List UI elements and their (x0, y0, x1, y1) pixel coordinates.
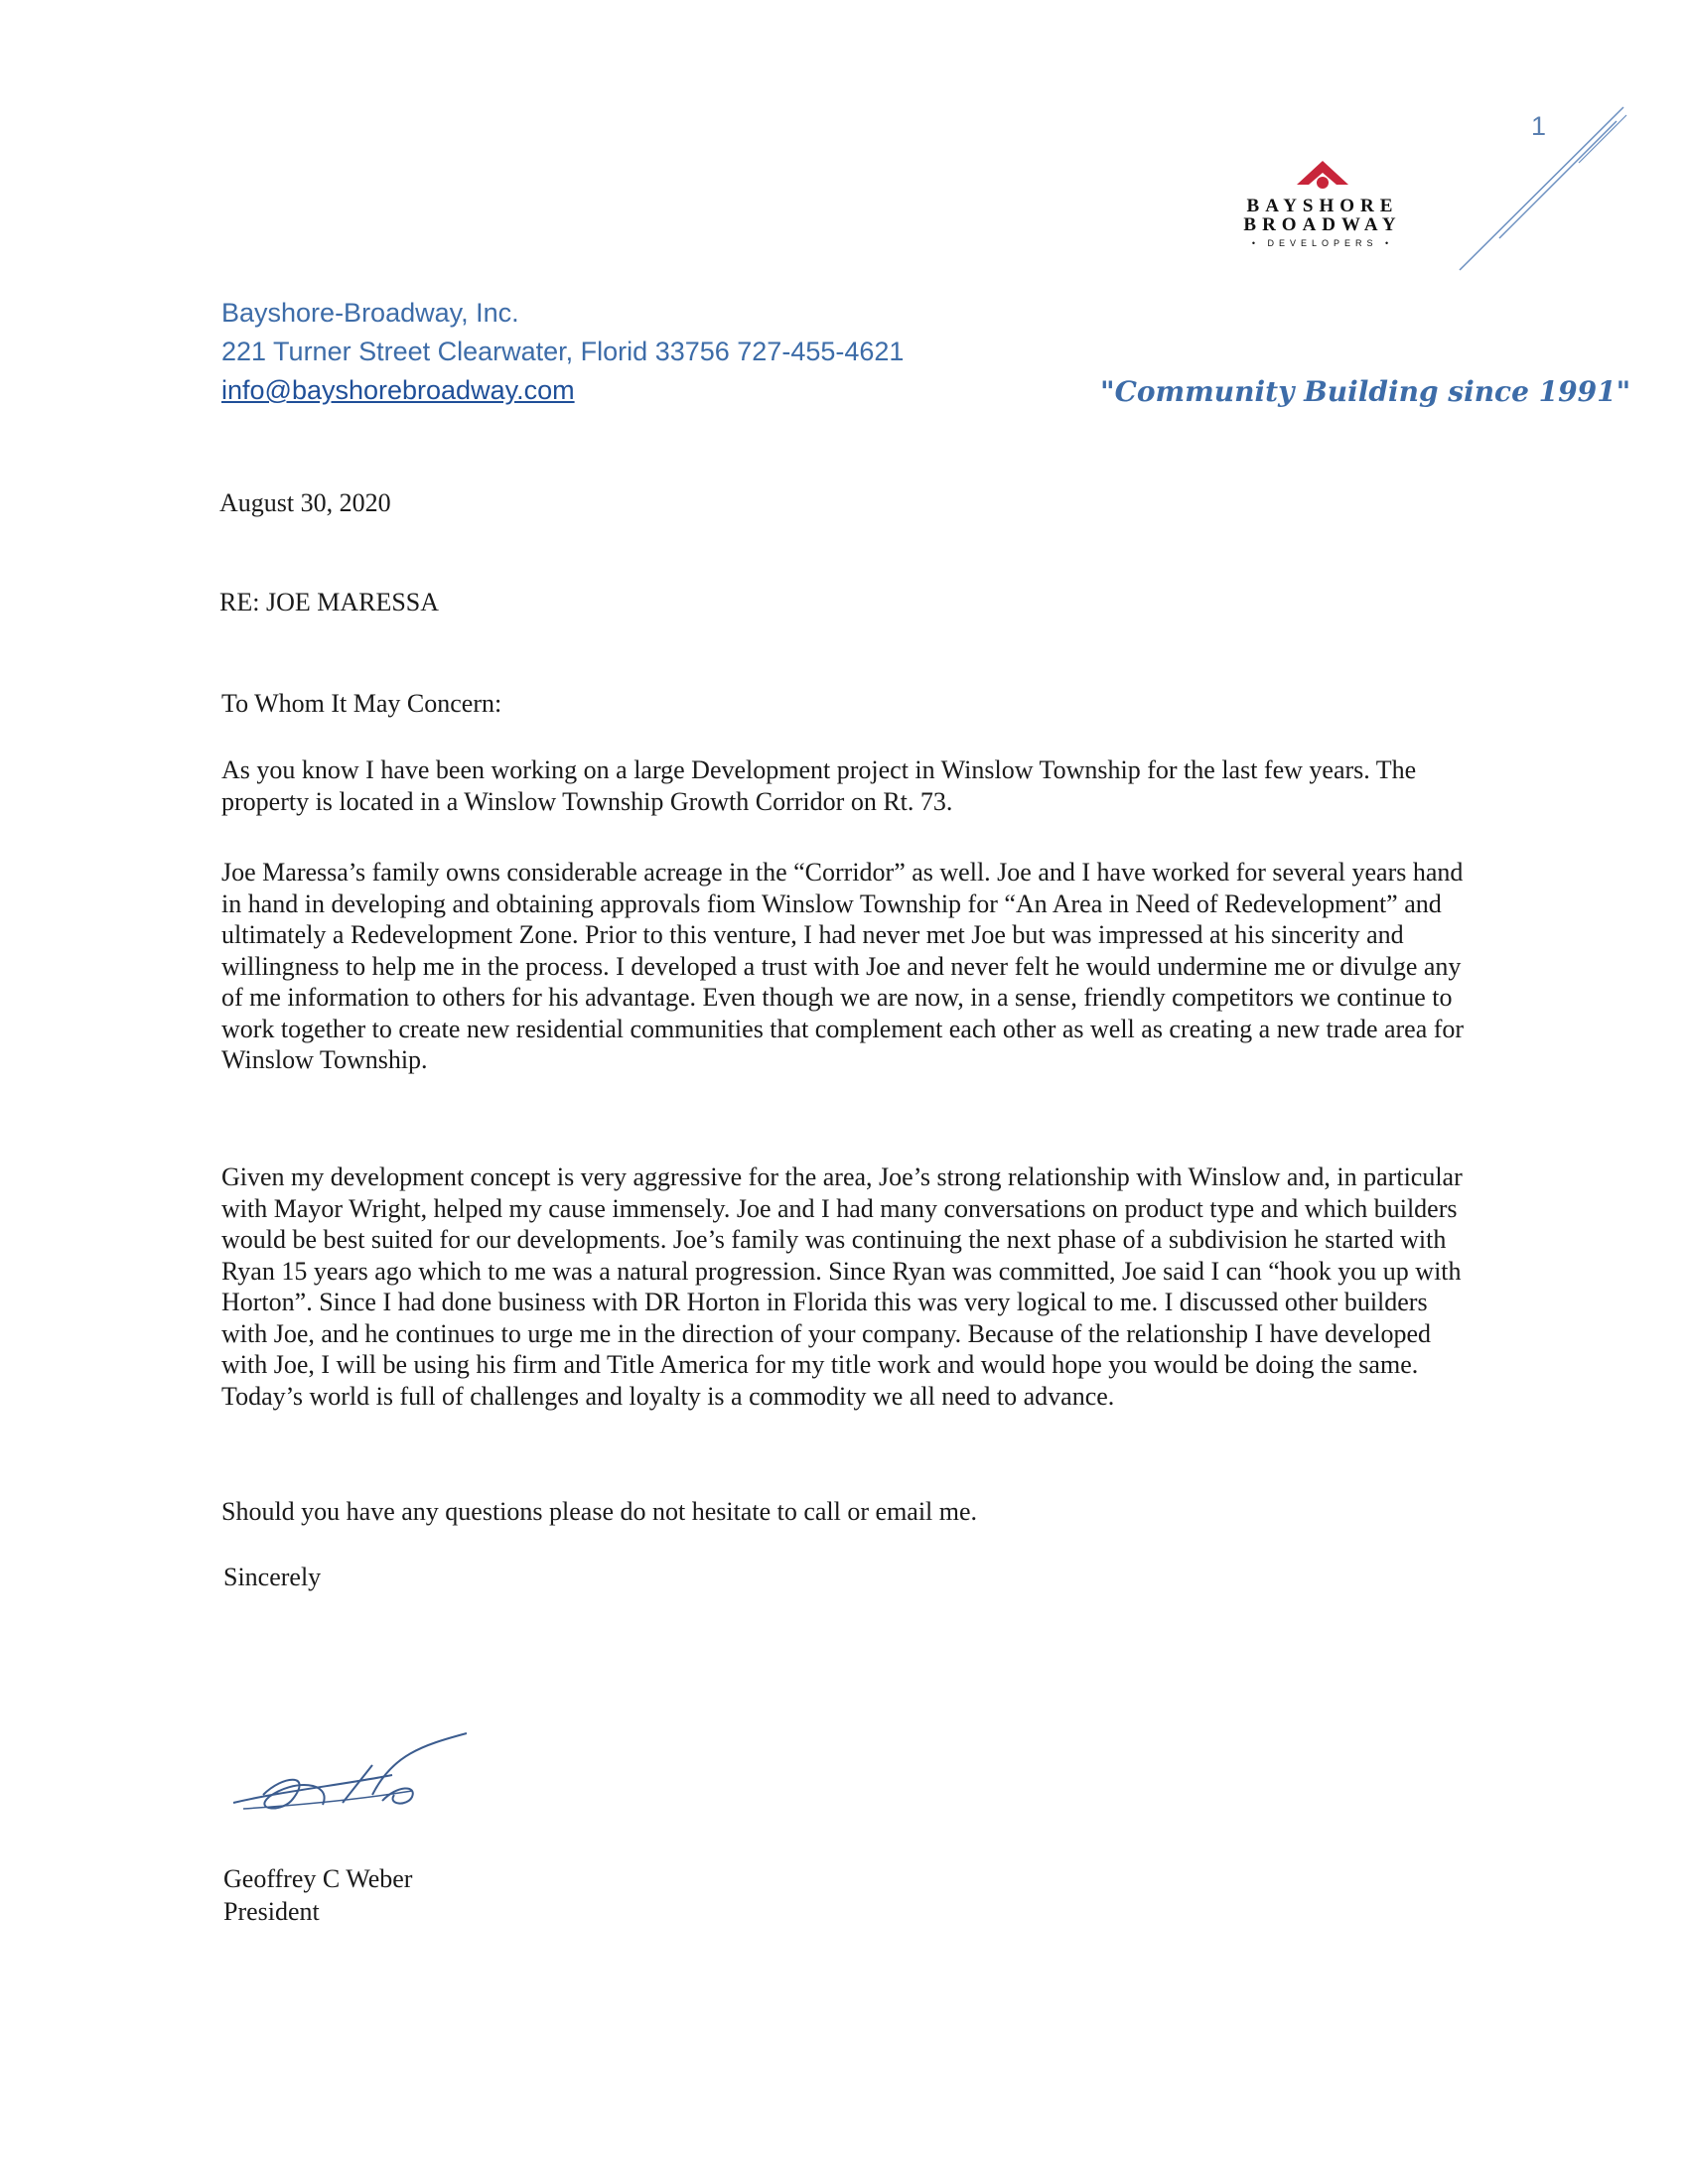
letter-paragraph: Joe Maressa’s family owns considerable acreage in the “Corridor” as well. Joe and I have worked for several years hand in hand in developing and obtaining approvals fiom Winslow Township for “An Area in Need of Redevelopment” and ultimately a Redevelopment Zone. Prior to this venture, I had never met Joe but was impressed at his sincerity and willingness to help me in the process. I developed a trust with Joe and never felt he would undermine me or divulge any of me information to others for his advantage. Even though we are now, in a sense, friendly competitors we continue to work together to create new residential communities that complement each other as well as creating a new trade area for Winslow Township. (221, 858, 1465, 1074)
letter-salutation: To Whom It May Concern: (221, 689, 502, 718)
company-header (221, 294, 904, 410)
company-name: Bayshore-Broadway, Inc. (221, 298, 519, 328)
letter-paragraph: As you know I have been working on a large Development project in Winslow Township for the last few years. The property is located in a Winslow Township Growth Corridor on Rt. 73. (221, 755, 1417, 816)
page-number: 1 (1531, 111, 1547, 141)
company-email-link[interactable]: info@bayshorebroadway.com (221, 375, 575, 405)
closing-question: Should you have any questions please do not hesitate to call or email me. (221, 1497, 978, 1526)
company-tagline: "Community Building since 1991" (1100, 375, 1631, 408)
signature-image (223, 1725, 492, 1825)
signer-title: President (223, 1897, 320, 1926)
company-logo (1213, 159, 1432, 288)
sunburst-logo-icon (1293, 159, 1352, 197)
logo-line-1: BAYSHORE (1246, 196, 1399, 216)
logo-line-3: • DEVELOPERS • (1251, 238, 1394, 248)
signer-block (223, 1862, 412, 1928)
logo-line-2: BROADWAY (1243, 214, 1402, 235)
corner-decoration (1450, 99, 1628, 278)
letter-paragraph: Given my development concept is very aggressive for the area, Joe’s strong relationship with Winslow and, in particular with Mayor Wright, helped my cause immensely. Joe and I had many conversations on product type and which builders would be best suited for our developments. Joe’s family was continuing the next phase of a subdivision he started with Ryan 15 years ago which to me was a natural progression. Since Ryan was committed, Joe said I can “hook you up with Horton”. Since I had done business with DR Horton in Florida this was very logical to me. I discussed other builders with Joe, and he continues to urge me in the direction of your company. Because of the relationship I have developed with Joe, I will be using his firm and Title America for my title work and would hope you would be doing the same. Today’s world is full of challenges and loyalty is a commodity we all need to advance. (221, 1162, 1463, 1411)
signer-name: Geoffrey C Weber (223, 1864, 413, 1893)
company-address: 221 Turner Street Clearwater, Florid 33756 727-455-4621 (221, 337, 905, 366)
closing: Sincerely (223, 1563, 322, 1591)
letter-date: August 30, 2020 (219, 488, 391, 517)
letter-subject: RE: JOE MARESSA (219, 588, 440, 616)
